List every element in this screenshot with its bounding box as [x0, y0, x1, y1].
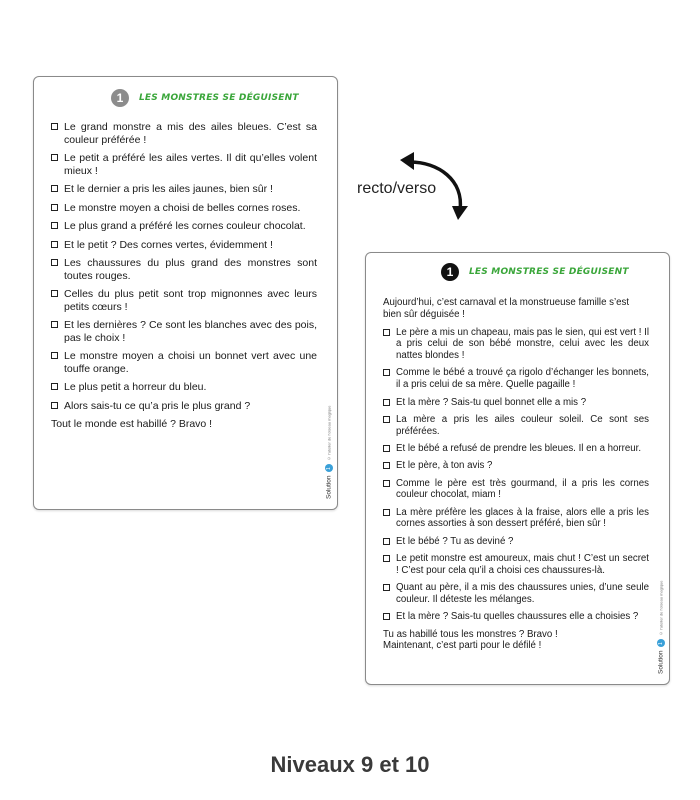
checkbox-icon — [383, 509, 390, 516]
list-item — [383, 478, 655, 502]
list-item-text: Et les dernières ? Ce sont les blanches avec des pois, pas le choix ! — [64, 319, 317, 344]
checkbox-icon — [51, 402, 58, 409]
list-item-text: Le petit a préféré les ailes vertes. Il dit qu’elles volent mieux ! — [64, 152, 317, 177]
list-item — [51, 350, 323, 375]
solution-label: Solution — [325, 475, 333, 499]
list-item — [51, 288, 323, 313]
list-item-text: La mère préfère les glaces à la fraise, alors elle a pris les cornes assorties à son dessert préféré, bien sûr ! — [396, 506, 649, 530]
checkbox-icon — [383, 555, 390, 562]
checklist — [51, 121, 323, 412]
checkbox-icon — [51, 352, 58, 359]
copyright-text: © l’atelier de l’oiseau magique — [658, 581, 664, 637]
list-item-text: Le monstre moyen a choisi un bonnet vert avec une touffe orange. — [64, 350, 317, 375]
card-left — [33, 76, 338, 510]
list-item — [51, 239, 323, 252]
card-title: LES MONSTRES SE DÉGUISENT — [469, 267, 629, 277]
checkbox-icon — [383, 329, 390, 336]
list-item-text: Le père a mis un chapeau, mais pas le sien, qui est vert ! Il a pris celui de son bébé monstre, celui avec les deux nattes blondes ! — [396, 326, 649, 362]
list-item — [51, 400, 323, 413]
list-item — [51, 121, 323, 146]
card-header — [383, 261, 655, 283]
solution-number-icon: 1 — [657, 640, 665, 648]
checkbox-icon — [383, 416, 390, 423]
list-item-text: Le petit monstre est amoureux, mais chut ! C’est un secret ! C’est pour cela qu’il a choisi ces chaussures-là. — [396, 553, 649, 576]
checkbox-icon — [51, 154, 58, 161]
checkbox-icon — [51, 222, 58, 229]
list-item — [383, 582, 655, 606]
side-label — [657, 581, 665, 674]
list-item-text: Le grand monstre a mis des ailes bleues. C’est sa couleur préférée ! — [64, 121, 317, 146]
list-item-text: Comme le bébé a trouvé ça rigolo d’échanger les bonnets, il a pris celui de sa mère. Quelle pagaille ! — [396, 367, 649, 391]
solution-label: Solution — [657, 650, 665, 674]
list-item — [383, 367, 655, 391]
list-item-text: Et le père, à ton avis ? — [396, 460, 493, 472]
solution-number-icon: 1 — [325, 465, 333, 473]
list-item — [51, 202, 323, 215]
checkbox-icon — [51, 259, 58, 266]
list-item — [51, 152, 323, 177]
checkbox-icon — [51, 185, 58, 192]
side-label — [325, 406, 333, 499]
closing-text: Tout le monde est habillé ? Bravo ! — [51, 418, 213, 430]
list-item — [383, 553, 655, 577]
number-badge: 1 — [111, 89, 129, 107]
card-right — [365, 252, 670, 685]
checkbox-icon — [51, 290, 58, 297]
checkbox-icon — [51, 383, 58, 390]
checkbox-icon — [383, 480, 390, 487]
list-item — [383, 443, 655, 455]
checkbox-icon — [51, 123, 58, 130]
checkbox-icon — [383, 462, 390, 469]
checkbox-icon — [51, 321, 58, 328]
list-item-text: Comme le père est très gourmand, il a pris les cornes couleur chocolat, miam ! — [396, 477, 649, 501]
list-item-text: Et le petit ? Des cornes vertes, évidemment ! — [64, 238, 273, 251]
list-item-text: Le plus petit a horreur du bleu. — [64, 381, 207, 393]
checkbox-icon — [383, 538, 390, 545]
list-item — [383, 327, 655, 362]
checkbox-icon — [383, 445, 390, 452]
list-item-text: La mère a pris les ailes couleur soleil. Ce sont ses préférées. — [396, 413, 649, 437]
checkbox-icon — [383, 399, 390, 406]
list-item-text: Alors sais-tu ce qu’a pris le plus grand ? — [64, 399, 251, 412]
checkbox-icon — [383, 369, 390, 376]
list-item-text: Et la mère ? Sais-tu quelles chaussures elle a choisies ? — [396, 611, 639, 623]
list-item-text: Les chaussures du plus grand des monstres sont toutes rouges. — [64, 257, 317, 282]
list-item — [51, 381, 323, 394]
list-item-text: Quant au père, il a mis des chaussures unies, d’une seule couleur. Il déteste les mélanges. — [396, 582, 649, 605]
list-item — [383, 536, 655, 548]
intro-text: Aujourd’hui, c’est carnaval et la monstrueuse famille s’est bien sûr déguisée ! — [383, 297, 630, 320]
checkbox-icon — [383, 613, 390, 620]
checkbox-icon — [51, 204, 58, 211]
list-item-text: Et le dernier a pris les ailes jaunes, bien sûr ! — [64, 183, 273, 195]
list-item — [383, 414, 655, 438]
list-item-text: Et la mère ? Sais-tu quel bonnet elle a mis ? — [396, 396, 587, 408]
list-item — [51, 183, 323, 196]
number-badge: 1 — [441, 263, 459, 281]
list-item — [51, 220, 323, 233]
list-item-text: Le monstre moyen a choisi de belles cornes roses. — [64, 201, 301, 214]
card-header — [51, 87, 323, 109]
list-item — [51, 257, 323, 282]
footer-title: Niveaux 9 et 10 — [270, 752, 430, 777]
closing-text-1: Tu as habillé tous les monstres ? Bravo ! — [383, 628, 558, 640]
list-item — [51, 319, 323, 344]
checkbox-icon — [383, 584, 390, 591]
list-item-text: Celles du plus petit sont trop mignonnes avec leurs petits cœurs ! — [64, 288, 317, 313]
card-title: LES MONSTRES SE DÉGUISENT — [139, 93, 299, 103]
list-item — [383, 507, 655, 531]
checklist — [383, 327, 655, 623]
list-item-text: Le plus grand a préféré les cornes couleur chocolat. — [64, 220, 306, 232]
recto-verso-label: recto/verso — [357, 180, 437, 197]
closing-text-2: Maintenant, c’est parti pour le défilé ! — [383, 640, 542, 652]
list-item-text: Et le bébé ? Tu as deviné ? — [396, 535, 514, 547]
list-item — [383, 460, 655, 472]
copyright-text: © l’atelier de l’oiseau magique — [326, 406, 332, 462]
list-item-text: Et le bébé a refusé de prendre les bleues. Il en a horreur. — [396, 442, 642, 454]
list-item — [383, 611, 655, 623]
list-item — [383, 397, 655, 409]
checkbox-icon — [51, 241, 58, 248]
